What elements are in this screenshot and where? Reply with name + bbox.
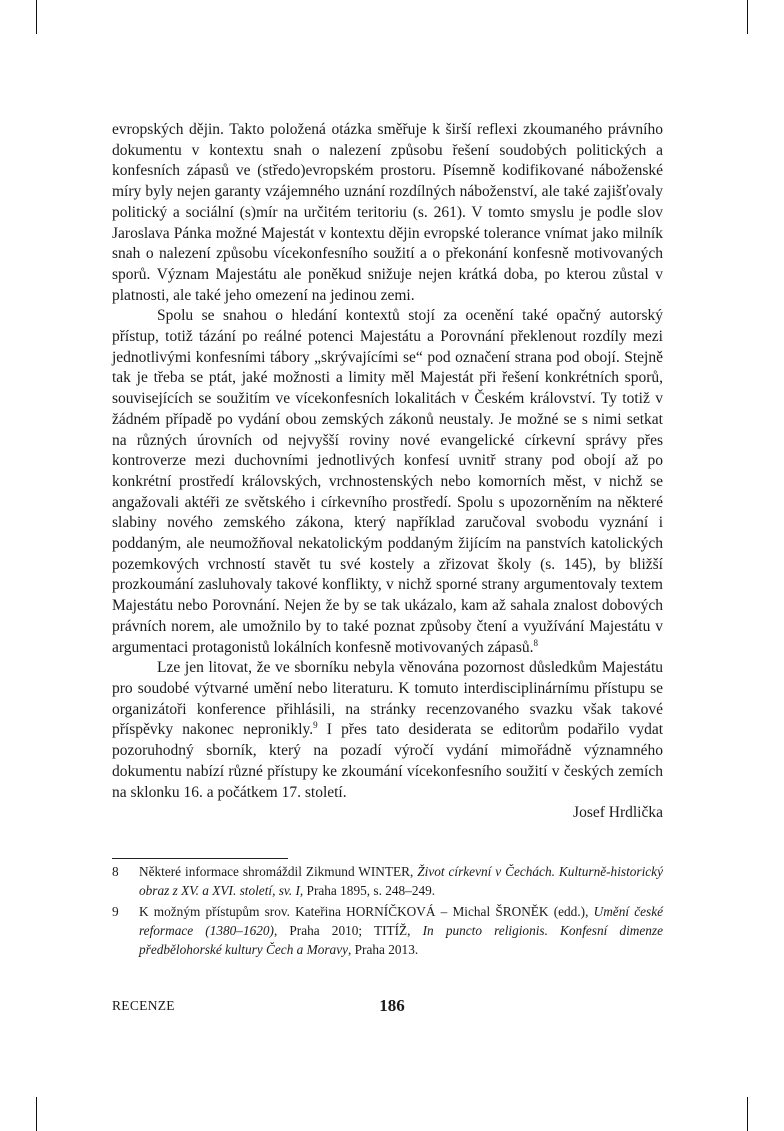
footnote-ref-8[interactable]: 8 bbox=[533, 637, 539, 648]
footnote-9 bbox=[112, 902, 663, 959]
footnote-separator bbox=[112, 858, 288, 859]
crop-mark-top-right bbox=[747, 0, 748, 34]
running-footer-section: RECENZE bbox=[112, 998, 175, 1013]
crop-mark-bottom-left bbox=[36, 1097, 37, 1131]
footnotes bbox=[112, 862, 663, 959]
paragraph-3-text: Lze jen litovat, že ve sborníku nebyla věnována pozornost důsledkům Majestátu pro soudobé výtvarné umění nebo literaturu. K tomuto interdisciplinárnímu přístupu se organizátoři konference přihlásili, na stránky recenzovaného svazku však takové příspěvky nakonec nepronikly. bbox=[112, 659, 663, 739]
author-signature: Josef Hrdlička bbox=[573, 804, 663, 822]
paragraph-1: evropských dějin. Takto položená otázka směřuje k širší reflexi zkoumaného právního dokumentu v kontextu snah o nalezení způsobu řešení soudobých politických a konfesních zápasů ve (středo)evropském prostoru. Písemně kodifikované náboženské míry byly nejen garanty vzájemného uznání rozdílných náboženství, ale také zajišťovaly politický a sociální (s)mír na určitém teritoriu (s. 261). V tomto smyslu je podle slov Jaroslava Pánka možné Majestát v kontextu dějin evropské tolerance vnímat jako milník snah o nalezení způsobu vícekonfesního soužití a o překonání konfesně motivovaných sporů. Význam Majestátu ale poněkud snižuje nejen krátká doba, po kterou zůstal v platnosti, ale také jeho omezení na jedinou zemi. bbox=[112, 121, 663, 304]
footnote-text: Některé informace shromáždil Zikmund WINTER, Život církevní v Čechách. Kulturně-historický obraz z XV. a XVI. století, sv. I, Praha 1895, s. 248–249. bbox=[139, 864, 663, 898]
crop-mark-bottom-right bbox=[747, 1097, 748, 1131]
paragraph-2-text: Spolu se snahou o hledání kontextů stojí za ocenění také opačný autorský přístup, totiž tázání po reálné potenci Majestátu a Porovnání překlenout rozdíly mezi jednotlivými konfesními tábory „skrývajícími se“ pod označení strana pod obojí. Stejně tak je třeba se ptát, jaké možnosti a limity měl Majestát při řešení konkrétních sporů, souvisejících se soužitím ve vícekonfesních lokalitách v Českém království. Ty totiž v žádném případě po vydání obou zemských zákonů neustaly. Je možné se s nimi setkat na různých úrovních od nejvyšší roviny nové evangelické církevní správy přes kontroverze mezi duchovními jednotlivých konfesí uvnitř strany pod obojí až po konkrétní prostředí královských, vrchnostenských nebo komorních měst, v nichž se angažovali aktéři ze světského i církevního prostředí. Spolu s upozorněním na některé slabiny nového zemského zákona, který například zaručoval svobodu vyznání i poddaným, ale neumožňoval nekatolickým poddaným žijícím na panstvích katolických pozemkových vrchností stavět tu své kostely a zřizovat školy (s. 145), by bližší prozkoumání zasluhovaly takové konflikty, v nichž sporné strany argumentovaly textem Majestátu nebo Porovnání. Nejen že by se tak ukázalo, kam až sahala znalost dobových právních norem, ale umožnilo by to také poznat způsoby čtení a využívání Majestátu v argumentaci protagonistů lokálních konfesně motivovaných zápasů. bbox=[112, 307, 663, 656]
footnote-number: 8 bbox=[112, 864, 119, 879]
page-number: 186 bbox=[379, 996, 405, 1015]
footnote-text: K možným přístupům srov. Kateřina HORNÍČKOVÁ – Michal ŠRONĚK (edd.), Umění české reformace (1380–1620), Praha 2010; TITÍŽ, In puncto religionis. Konfesní dimenze předbělohorské kultury Čech a Moravy, Praha 2013. bbox=[139, 904, 664, 957]
footnote-8 bbox=[112, 862, 663, 900]
crop-mark-top-left bbox=[36, 0, 37, 34]
paragraph-3 bbox=[112, 658, 663, 803]
paragraph-2 bbox=[112, 306, 663, 658]
footnote-ref-9[interactable]: 9 bbox=[313, 720, 318, 731]
footnote-number: 9 bbox=[112, 904, 119, 919]
body-text bbox=[112, 120, 663, 824]
paragraph-3-text-rest: I přes tato desiderata se editorům podařilo vydat pozoruhodný sborník, který na pozadí výročí vydání mimořádně významného dokumentu nabízí různé přístupy ke zkoumání vícekonfesního soužití v českých zemích na sklonku 16. a počátkem 17. století. bbox=[112, 721, 664, 801]
